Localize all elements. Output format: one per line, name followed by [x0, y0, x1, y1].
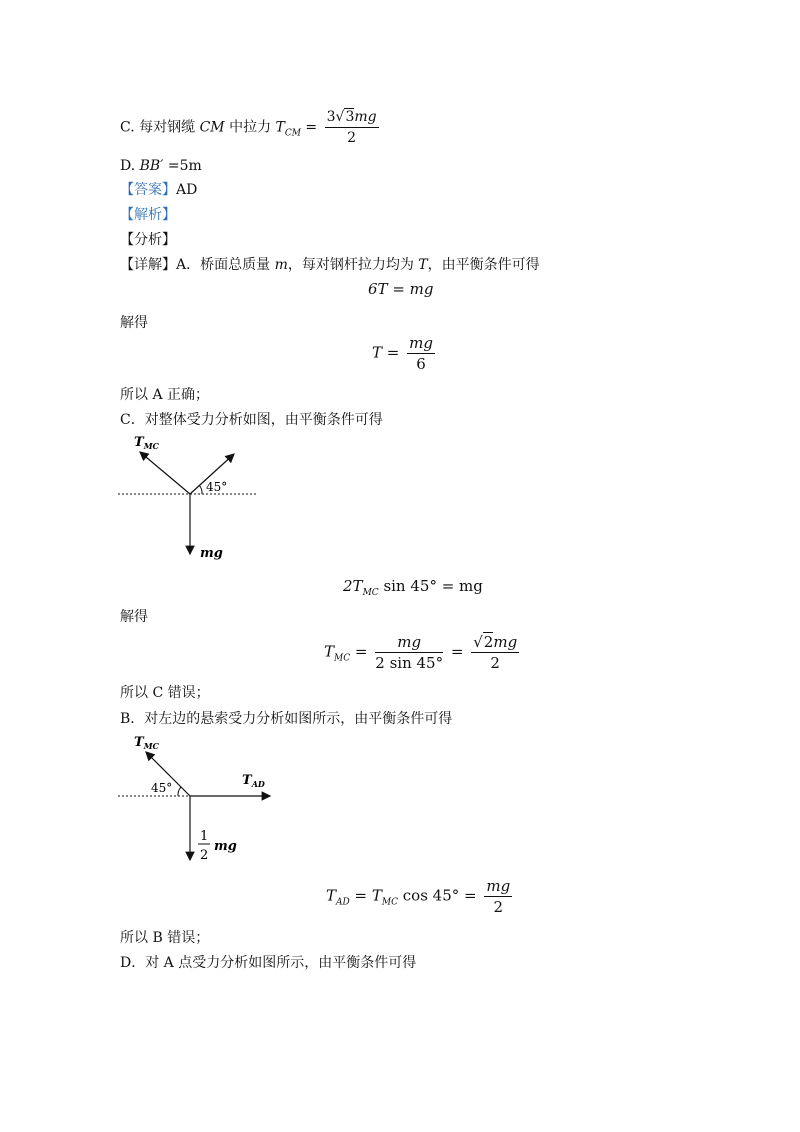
eq4-num2-var: mg	[493, 633, 518, 651]
option-d-var: BB′	[139, 158, 164, 174]
angle-label: 45°	[206, 480, 228, 494]
analysis-tag: 【解析】	[120, 207, 176, 223]
equation-2	[372, 334, 438, 373]
eq2-num: mg	[409, 334, 433, 352]
eq4-den1: 2 sin 45°	[375, 654, 444, 672]
eq4-num1: mg	[375, 633, 443, 653]
option-d	[120, 156, 202, 176]
detail-text-2: ，每对钢杆拉力均为	[287, 257, 419, 273]
c-num-var: mg	[354, 109, 377, 125]
c-wrong: 所以 C 错误；	[120, 685, 210, 701]
eq4-fraction-2: $\frac{√2mg}{2}$	[473, 633, 518, 672]
c-den: 2	[347, 130, 357, 146]
angle-arc-2	[178, 787, 181, 796]
half-den: 2	[200, 848, 209, 863]
eq4-eq: =	[354, 642, 368, 661]
eq4-sub: MC	[334, 653, 351, 664]
detail-line	[120, 255, 540, 275]
c-num-rad: 3	[345, 109, 355, 125]
equation-4	[324, 633, 522, 672]
tmc-label: $T_{MC}$	[134, 435, 159, 451]
option-d-prefix: D.	[120, 158, 140, 174]
force-diagram-1	[118, 430, 268, 565]
eq5-lhs: T	[326, 886, 337, 905]
c-num-coef: 3	[326, 109, 336, 125]
eq4-num2-rad: 2	[483, 633, 494, 651]
eq5-lhs-sub: AD	[336, 897, 350, 908]
eq5-t: T	[371, 886, 382, 905]
option-c-fraction: $\frac{3√3mg}{2}$	[326, 109, 377, 146]
eq2-fraction	[407, 334, 435, 373]
eq4-eq2: =	[450, 642, 464, 661]
half-num: 1	[200, 829, 209, 844]
equation-3	[343, 577, 483, 598]
b-wrong: 所以 B 错误；	[120, 930, 210, 946]
mg-label: mg	[200, 546, 223, 561]
equation-5	[326, 877, 515, 916]
detail-tag: 【详解】	[120, 257, 176, 273]
tad-label: $T_{AD}$	[242, 773, 265, 789]
option-c: C. 每对钢缆 CM 中拉力 $T_{CM}$ = $\frac{3√3mg}{2}$	[120, 109, 377, 146]
jiede-1: 解得	[120, 315, 148, 331]
eq3-rest: sin 45° = mg	[378, 577, 483, 595]
option-c-var: CM	[199, 119, 225, 136]
eq5-rest: cos 45° =	[398, 886, 477, 905]
eq3-sub: MC	[362, 588, 379, 598]
equation-1: 6T = mg	[368, 280, 434, 298]
option-c-mid: 中拉力	[224, 119, 276, 136]
tmc-left-arrow	[140, 452, 190, 494]
eq4-den2: 2	[490, 654, 500, 672]
option-c-text: C. 每对钢缆	[120, 119, 200, 136]
c-analysis-line: C．对整体受力分析如图，由平衡条件可得	[120, 412, 383, 428]
detail-var-m: m	[274, 257, 288, 273]
eq5-t-sub: MC	[381, 897, 398, 908]
eq3-coef: 2T	[343, 577, 363, 595]
angle-arc	[199, 485, 202, 494]
a-correct: 所以 A 正确；	[120, 387, 210, 403]
b-analysis-line: B．对左边的悬索受力分析如图所示，由平衡条件可得	[120, 711, 453, 727]
angle-label-2: 45°	[151, 781, 173, 795]
eq2-den: 6	[416, 355, 426, 373]
detail-text-1: A．桥面总质量	[176, 257, 275, 273]
eq5-eq: =	[354, 886, 368, 905]
eq5-fraction	[484, 877, 512, 916]
eq2-lhs: T =	[372, 343, 400, 362]
jiede-2: 解得	[120, 609, 148, 625]
eq4-lhs: T	[324, 642, 335, 661]
option-c-sub: CM	[284, 128, 301, 139]
answer-line	[120, 180, 197, 200]
eq4-fraction-1	[375, 633, 443, 672]
tmc-label-2: $T_{MC}$	[134, 735, 159, 751]
mg-label-2: mg	[214, 839, 237, 854]
option-c-lhs: T	[275, 119, 285, 136]
detail-var-t: T	[418, 257, 428, 273]
eq5-den: 2	[493, 898, 504, 916]
force-diagram-2	[118, 730, 278, 870]
d-analysis-line: D．对 A 点受力分析如图所示，由平衡条件可得	[120, 955, 417, 971]
answer-tag: 【答案】	[120, 182, 176, 198]
eq5-num: mg	[486, 877, 511, 895]
fenxi-tag: 【分析】	[120, 232, 176, 248]
detail-text-3: ，由平衡条件可得	[427, 257, 540, 273]
answer-value: AD	[176, 182, 198, 198]
option-d-rest: =5m	[163, 158, 202, 174]
